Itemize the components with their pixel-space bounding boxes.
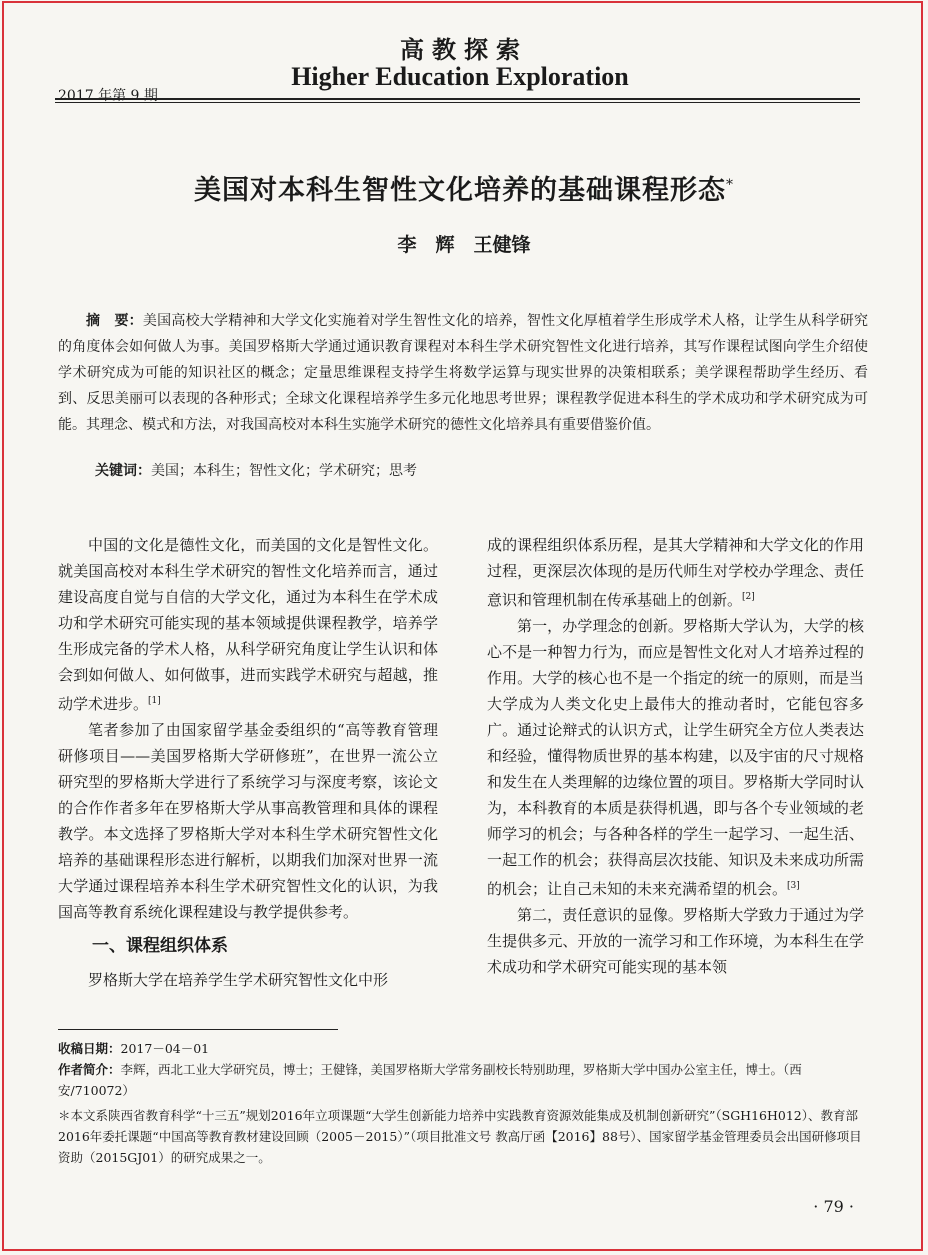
title-footnote-mark: * xyxy=(726,177,734,193)
received-date xyxy=(58,1038,868,1059)
header-rule xyxy=(55,98,860,100)
issue-label: 2017 年第 9 期 xyxy=(58,88,158,104)
article-authors: 李 辉 王健锋 xyxy=(397,234,531,256)
paragraph-text: 第一，办学理念的创新。罗格斯大学认为，大学的核心不是一种智力行为，而应是智性文化对人才培养过程的作用。大学的核心也不是一个指定的统一的原则，而是当大学成为人类文化史上最伟大的推动者时，它能包容多广。通过论辩式的认识方式，让学生研究全方位人类表达和经验，懂得物质世界的基本构建，以及宇宙的尺寸规格和发生在人类理解的边缘位置的项目。罗格斯大学同时认为，本科教育的本质是获得机遇，即与各个专业领域的老师学习的机会；与各种各样的学生一起学习、一起生活、一起工作的机会；获得高层次技能、知识及未来成功所需的机会；让自己未知的未来充满希望的机会。 xyxy=(487,617,864,898)
received-value: 2017－04－01 xyxy=(120,1041,210,1056)
abstract-text: 美国高校大学精神和大学文化实施着对学生智性文化的培养，智性文化厚植着学生形成学术人格，让学生从科学研究的角度体会如何做人为事。美国罗格斯大学通过通识教育课程对本科生学术研究智性文化进行培养，其写作课程试图向学生介绍使学术研究成为可能的知识社区的概念；定量思维课程支持学生将数学运算与现实世界的决策相联系；美学课程帮助学生经历、看到、反思美丽可以表现的各种形式；全球文化课程培养学生多元化地思考世界；课程教学促进本科生的学术成功和学术研究成为可能。其理念、模式和方法，对我国高校对本科生实施学术研究的德性文化培养具有重要借鉴价值。 xyxy=(58,313,868,433)
body-column-right xyxy=(487,532,864,980)
paragraph: 笔者参加了由国家留学基金委组织的“高等教育管理研修项目——美国罗格斯大学研修班”，在世界一流公立研究型的罗格斯大学进行了系统学习与深度考察，该论文的合作作者多年在罗格斯大学从事高教管理和具体的课程教学。本文选择了罗格斯大学对本科生学术研究智性文化培养的基础课程形态进行解析，以期我们加深对世界一流大学通过课程培养本科生学术研究智性文化的认识，为我国高等教育系统化课程建设与教学提供参考。 xyxy=(58,721,438,921)
keywords-label: 关键词： xyxy=(95,463,151,479)
paragraph: 罗格斯大学在培养学生学术研究智性文化中形 xyxy=(88,971,389,989)
section-heading: 一、课程组织体系 xyxy=(92,936,228,956)
citation: [1] xyxy=(148,696,161,706)
keywords-text: 美国；本科生；智性文化；学术研究；思考 xyxy=(151,463,417,479)
footnote-rule xyxy=(58,1029,338,1030)
body-column-left xyxy=(58,532,438,993)
citation: [2] xyxy=(742,592,755,602)
journal-title-cn: 高教探索 xyxy=(400,35,528,64)
paragraph: 第二，责任意识的显像。罗格斯大学致力于通过为学生提供多元、开放的一流学习和工作环境，为本科生在学术成功和学术研究可能实现的基本领 xyxy=(487,906,864,976)
abstract-label: 摘 要： xyxy=(86,313,143,329)
paragraph-text: 中国的文化是德性文化，而美国的文化是智性文化。就美国高校对本科生学术研究的智性文化培养而言，通过建设高度自觉与自信的大学文化，通过为本科生在学术成功和学术研究可能实现的基本领域提供课程教学，培养学生形成完备的学术人格，从科学研究角度让学生认识和体会到如何做人、如何做事，进而实践学术研究与超越，推动学术进步。 xyxy=(58,536,438,713)
author-info-label: 作者简介： xyxy=(58,1062,121,1077)
keywords xyxy=(95,460,855,482)
abstract xyxy=(58,308,868,438)
paragraph xyxy=(58,532,438,717)
received-label: 收稿日期： xyxy=(58,1041,121,1056)
page-number: · 79 · xyxy=(813,1197,854,1216)
paragraph xyxy=(487,613,864,902)
journal-title-en: Higher Education Exploration xyxy=(291,62,629,91)
author-info xyxy=(58,1059,868,1101)
citation: [3] xyxy=(787,881,800,891)
article-title-text: 美国对本科生智性文化培养的基础课程形态 xyxy=(194,175,726,206)
paragraph xyxy=(487,532,864,613)
paragraph-text: 成的课程组织体系历程，是其大学精神和大学文化的作用过程，更深层次体现的是历代师生对学校办学理念、责任意识和管理机制在传承基础上的创新。 xyxy=(487,536,864,609)
author-info-text: 李辉，西北工业大学研究员，博士；王健锋，美国罗格斯大学常务副校长特别助理，罗格斯大学中国办公室主任，博士。（西安/710072） xyxy=(58,1062,802,1098)
fund-note: ＊本文系陕西省教育科学“十三五”规划2016年立项课题“大学生创新能力培养中实践教育资源效能集成及机制创新研究”（SGH16H012）、教育部2016年委托课题“中国高等教育教材建设回顾（2005－2015）”（项目批准文号 教高厅函【2016】88号）、国家留学基金管理委员会出国研修项目资助（2015GJ01）的研究成果之一。 xyxy=(58,1108,862,1165)
header-rule-thin xyxy=(55,102,860,103)
article-title xyxy=(0,168,928,207)
